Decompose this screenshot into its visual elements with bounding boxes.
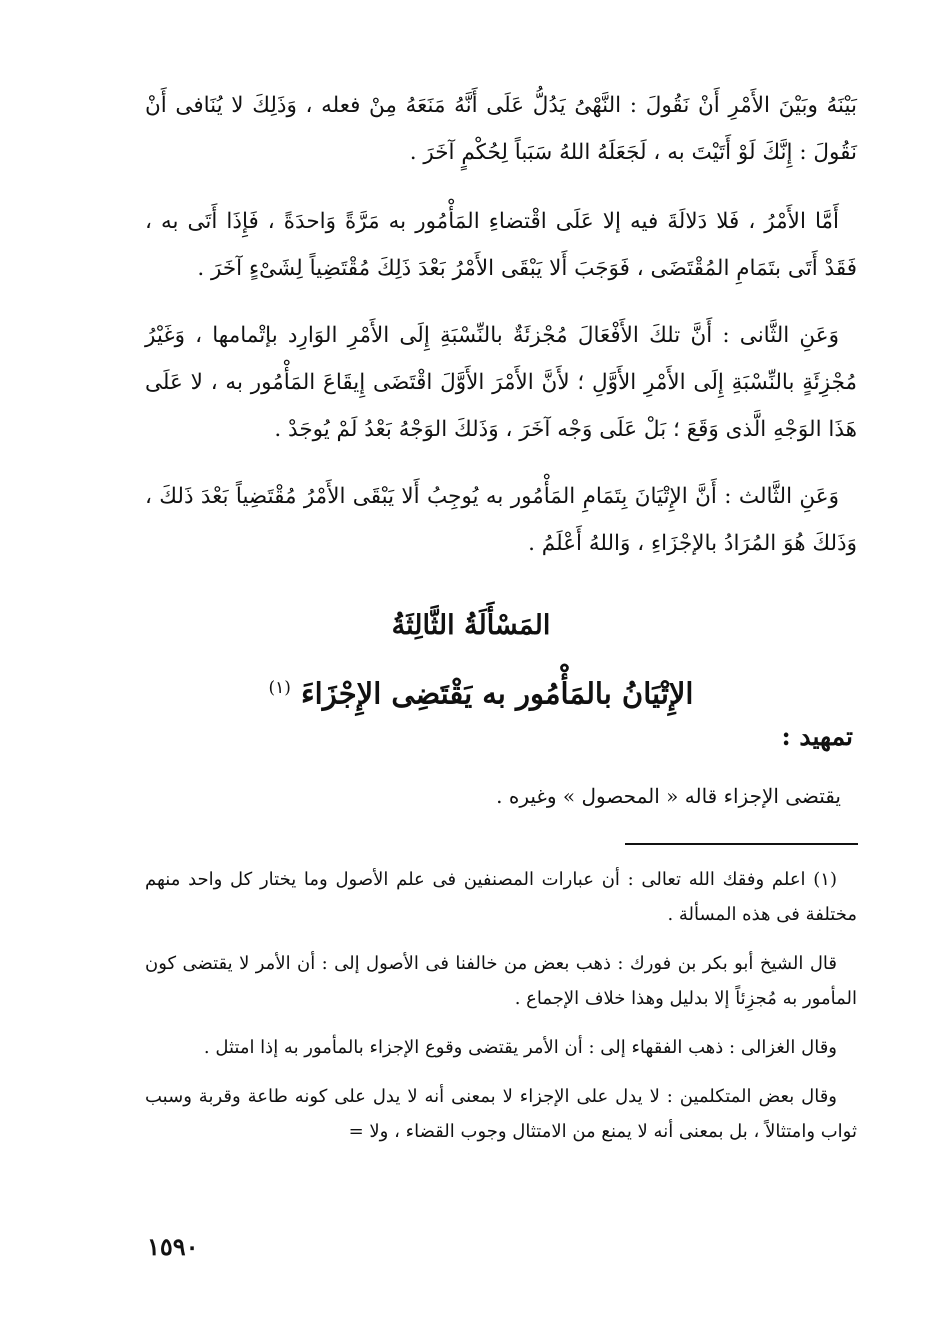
footnote-separator (625, 843, 858, 845)
footnote-paragraph: وقال بعض المتكلمين : لا يدل على الإجزاء لا بمعنى أنه لا يدل على كونه طاعة وقربة وسبب ثواب وامتثالاً ، بل بمعنى أنه لا يمنع من الامتثال وجوب القضاء ، ولا = (145, 1086, 857, 1142)
paragraph-reply-third: وَعَنِ الثَّالث : أَنَّ الإِتْيَانَ بِتَمَامِ المَأْمُور به يُوجِبُ أَلا يَبْقَى الأَمْرُ مُقْتَضِياً بَعْدَ ذَلكَ ، وَذَلكَ هُوَ المُرَادُ بالإجْزَاءِ ، وَاللهُ أَعْلَمُ . (145, 484, 857, 556)
intro-text: يقتضى الإجزاء قاله « المحصول » وغيره . (496, 784, 841, 808)
intro-heading: تمهيد : (781, 722, 853, 751)
paragraph-command: أَمَّا الأَمْرُ ، فَلا دَلالَةَ فيه إلا عَلَى اقْتضاءِ المَأْمُور به مَرَّةً وَاحدَةً ، فَإِذَا أَتَى به ، فَقَدْ أَتَى بتَمَامِ المُقْتَضَى ، فَوَجَبَ أَلا يَبْقَى الأَمْرُ بَعْدَ ذَلِكَ مُقْتَضِياً لِشَىْءٍ آخَرَ . (145, 209, 857, 281)
chapter-subtitle-text: الإِتْيَانُ بالمَأْمُور به يَقْتَضِى الإِجْزَاءَ (301, 676, 694, 711)
chapter-title: المَسْأَلَةُ الثَّالِثَةُ (391, 610, 551, 641)
paragraph-reply-second: وَعَنِ الثَّانى : أَنَّ تلكَ الأَفْعَالَ مُجْزئَةٌ بالنِّسْبَةِ إِلَى الأَمْرِ الوَارِد بإتْمامها ، وَغَيْرُ مُجْزِئَةٍ بالنِّسْبَةِ إِلَى الأَمْرِ الأَوَّلِ ؛ لأَنَّ الأَمْرَ الأَوَّلَ اقْتَضَى إِيقَاعَ المَأْمُور به ، لا عَلَى هَذَا الوَجْهِ الَّذى وَقَعَ ؛ بَلْ عَلَى وَجْه آخَرَ ، وَذَلكَ الوَجْهُ بَعْدُ لَمْ يُوجَدْ . (145, 323, 857, 442)
chapter-heading (145, 596, 857, 726)
chapter-subtitle (145, 656, 857, 726)
page-number: ١٥٩٠ (147, 1232, 199, 1261)
footnote-reference: (١) (268, 678, 291, 698)
paragraph-continuation: بَيْنَهُ وبَيْنَ الأَمْرِ أَنْ نَقُولَ : النَّهْىُ يَدُلُّ عَلَى أَنَّهُ مَنَعَهُ مِنْ فعله ، وَذَلِكَ لا يُنَافى أَنْ نَقُولَ : إِنَّكَ لَوْ أَتَيْتَ به ، لَجَعَلَهُ اللهُ سَبَباً لِحُكْمٍ آخَرَ . (145, 93, 857, 165)
footnote-paragraph: قال الشيخ أبو بكر بن فورك : ذهب بعض من خالفنا فى الأصول إلى : أن الأمر لا يقتضى كون المأمور به مُجزِئاً إلا بدليل وهذا خلاف الإجماع . (145, 953, 857, 1009)
footnote-paragraph: (١) اعلم وفقك الله تعالى : أن عبارات المصنفين فى علم الأصول وما يختار كل واحد منهم مختلفة فى هذه المسألة . (145, 869, 857, 925)
main-text (145, 82, 857, 587)
footnotes (145, 862, 857, 1163)
footnote-paragraph: وقال الغزالى : ذهب الفقهاء إلى : أن الأمر يقتضى وقوع الإجزاء بالمأمور به إذا امتثل . (203, 1037, 837, 1058)
